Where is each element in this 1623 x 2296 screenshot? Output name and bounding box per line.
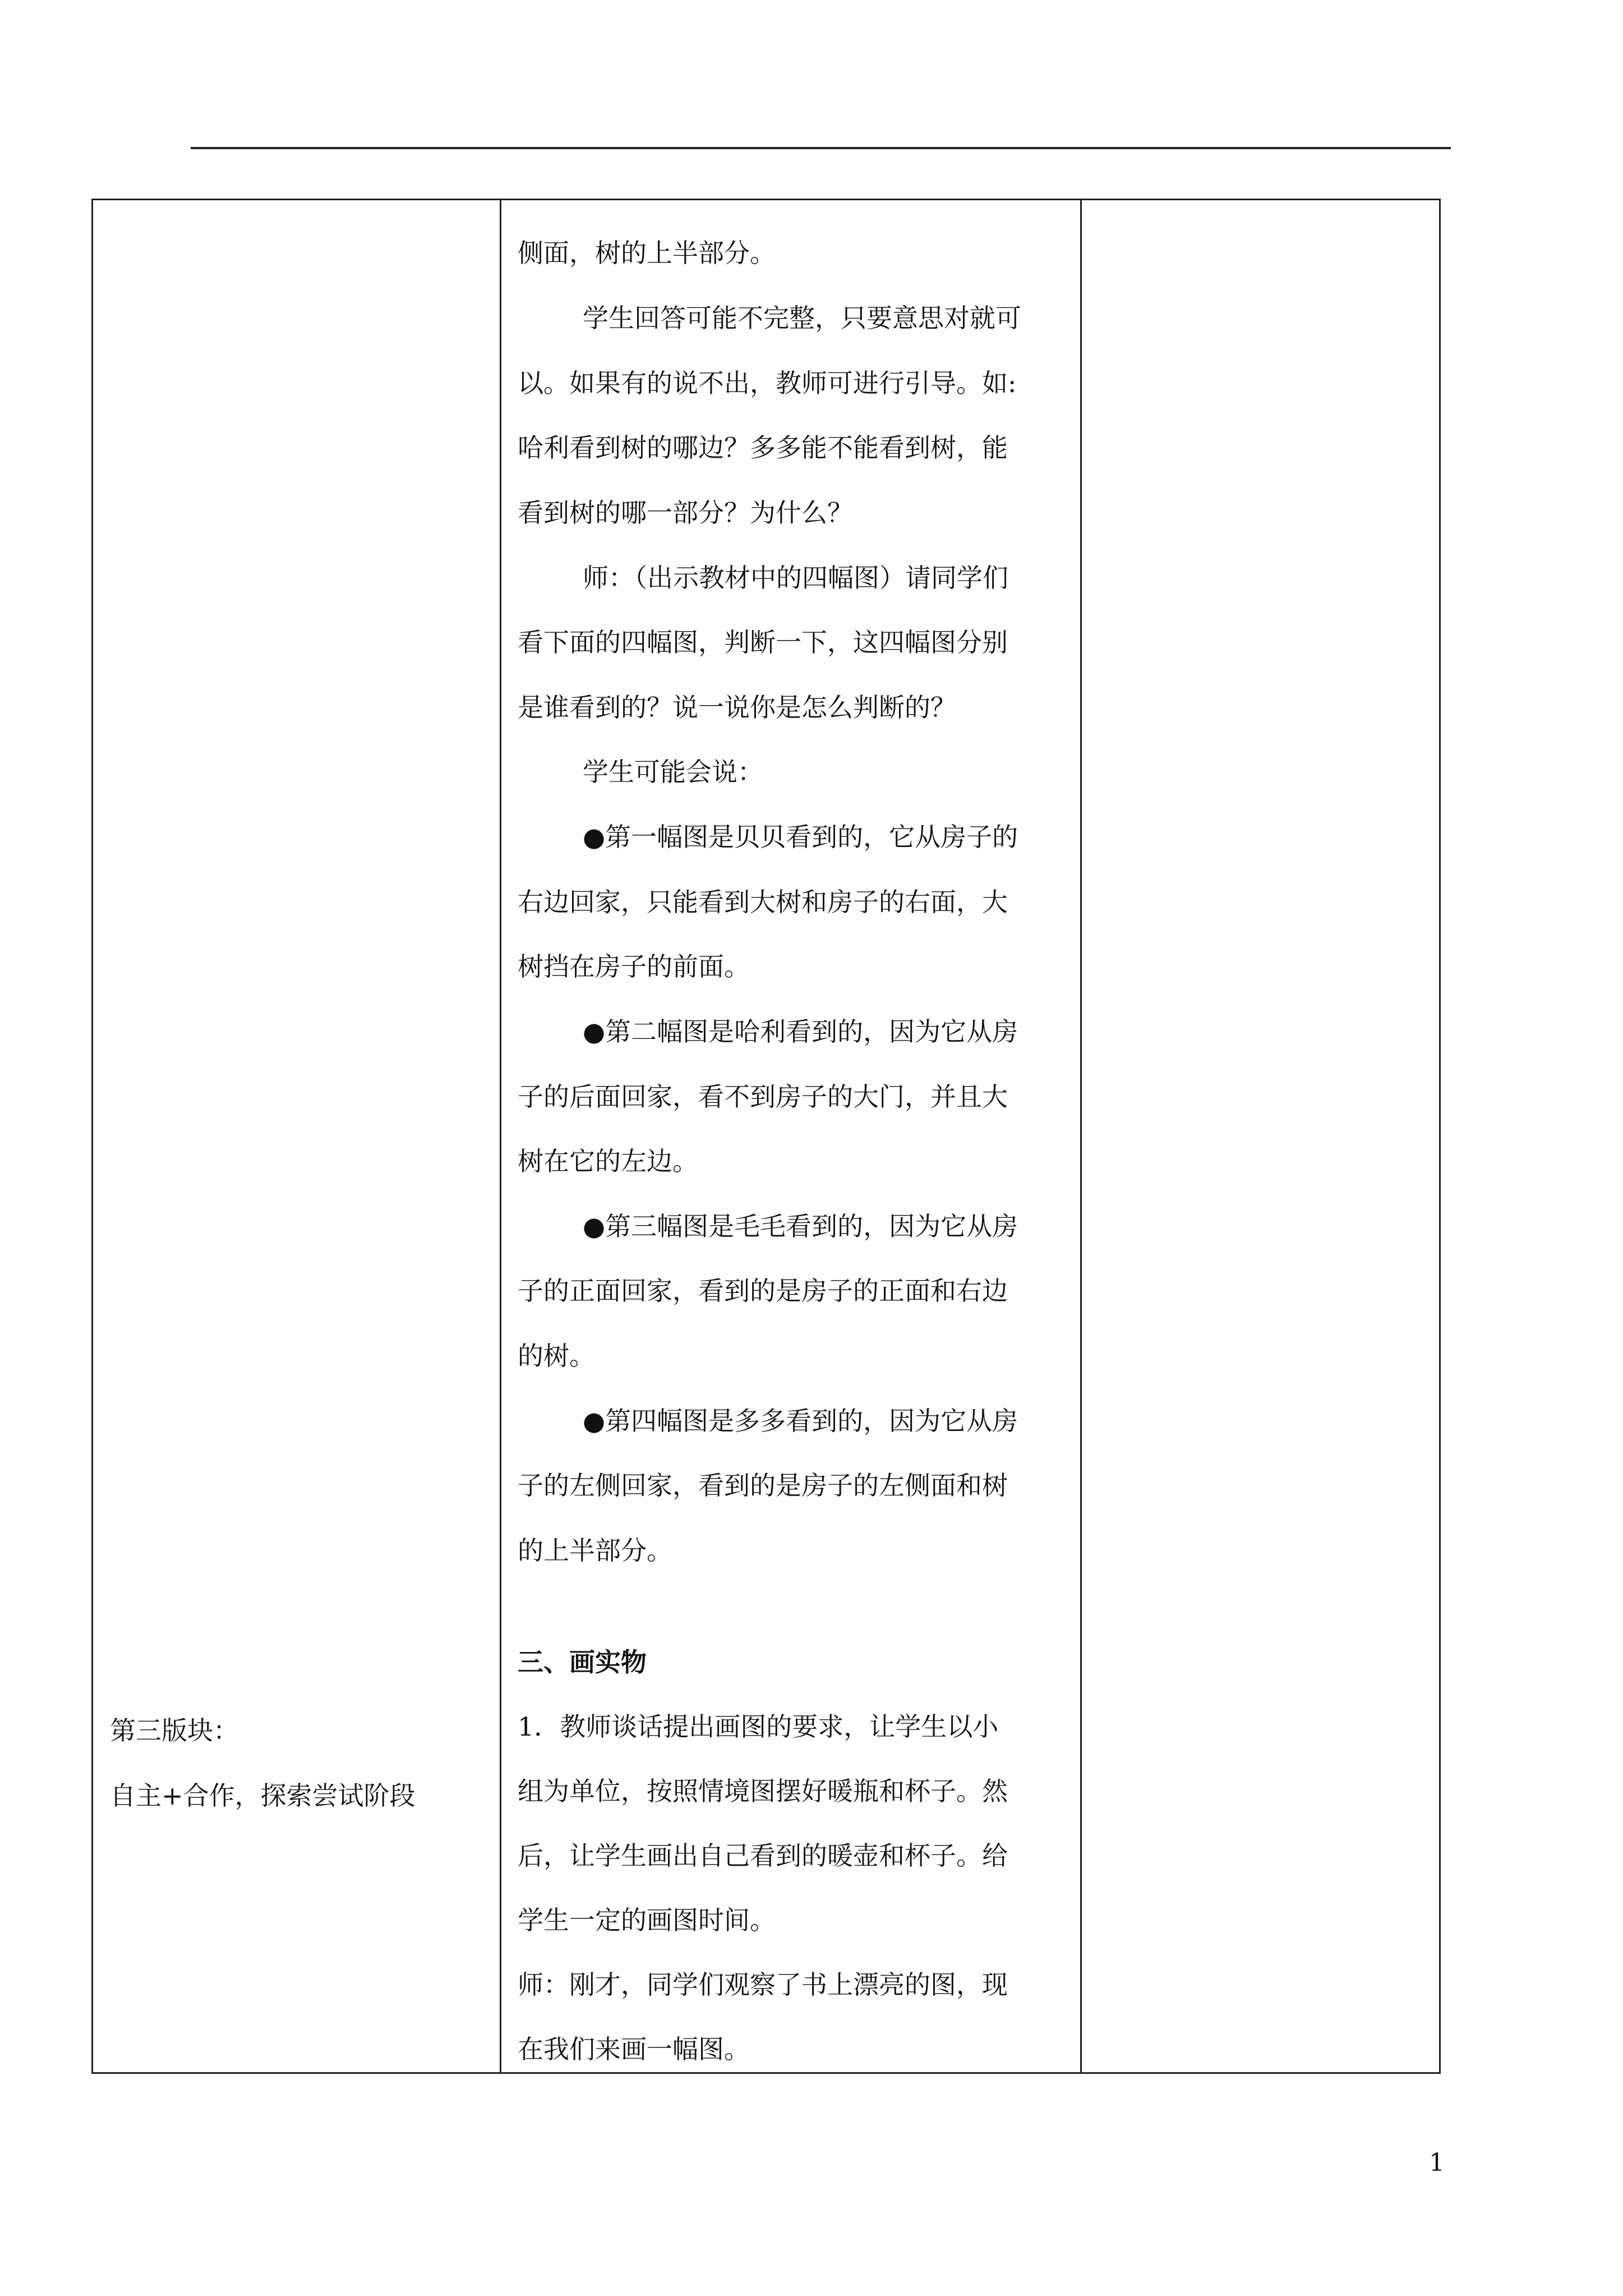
content-line: 学生可能会说：	[583, 757, 763, 787]
content-line: 在我们来画一幅图。	[518, 2034, 750, 2064]
content-line: 右边回家，只能看到大树和房子的右面，大	[518, 887, 1008, 917]
content-line: 师：刚才，同学们观察了书上漂亮的图，现	[518, 1970, 1008, 2000]
content-line: ●第三幅图是毛毛看到的，因为它从房	[583, 1211, 1018, 1241]
column-divider-notes	[1080, 200, 1082, 2072]
content-line: 哈利看到树的哪边？多多能不能看到树，能	[518, 432, 1008, 463]
content-line: 学生回答可能不完整，只要意思对就可	[583, 303, 1021, 333]
stage-label: 第三版块：	[110, 1715, 239, 1746]
content-line: 侧面，树的上半部分。	[518, 238, 776, 268]
content-line: 树在它的左边。	[518, 1146, 698, 1176]
lesson-plan-table	[91, 199, 1441, 2074]
content-line: 以。如果有的说不出，教师可进行引导。如:	[518, 368, 1017, 398]
content-line: 看下面的四幅图，判断一下，这四幅图分别	[518, 627, 1008, 657]
stage-description: 自主+合作，探索尝试阶段	[110, 1780, 416, 1811]
stage-cell	[110, 1698, 491, 1828]
content-line: 后，让学生画出自己看到的暖壶和杯子。给	[518, 1841, 1008, 1871]
page-number: 1	[1429, 2148, 1445, 2177]
content-line: 树挡在房子的前面。	[518, 951, 750, 982]
content-line: 学生一定的画图时间。	[518, 1905, 776, 1935]
content-line: ●第四幅图是多多看到的，因为它从房	[583, 1406, 1018, 1436]
content-line: 看到树的哪一部分？为什么？	[518, 498, 853, 528]
content-line: ●第一幅图是贝贝看到的，它从房子的	[583, 822, 1018, 852]
column-divider-stage	[500, 200, 501, 2072]
content-line: 子的后面回家，看不到房子的大门，并且大	[518, 1082, 1008, 1112]
content-line: 是谁看到的？说一说你是怎么判断的？	[518, 692, 956, 723]
content-line: 子的正面回家，看到的是房子的正面和右边	[518, 1276, 1008, 1306]
content-line: 师：（出示教材中的四幅图）请同学们	[583, 563, 1008, 593]
section-heading: 三、画实物	[518, 1647, 647, 1677]
content-line: ●第二幅图是哈利看到的，因为它从房	[583, 1016, 1018, 1047]
header-rule	[191, 147, 1451, 149]
content-line: 子的左侧回家，看到的是房子的左侧面和树	[518, 1470, 1008, 1501]
content-line: 组为单位，按照情境图摆好暖瓶和杯子。然	[518, 1776, 1008, 1806]
content-line: 的树。	[518, 1341, 595, 1371]
content-line: 的上半部分。	[518, 1535, 672, 1566]
content-line: 1．教师谈话提出画图的要求，让学生以小	[518, 1711, 999, 1742]
